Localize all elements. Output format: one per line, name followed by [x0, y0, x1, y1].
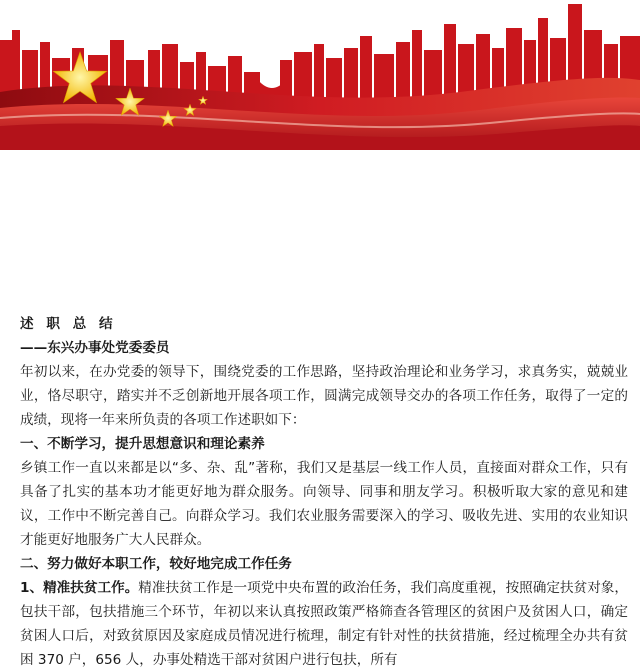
section1-heading: 一、不断学习，提升思想意识和理论素养 — [20, 436, 265, 452]
report-document — [20, 312, 628, 672]
document-title: 述 职 总 结 — [20, 316, 117, 332]
document-author: ——东兴办事处党委委员 — [20, 340, 170, 356]
section2-item1-paragraph — [20, 576, 628, 672]
section1-paragraph: 乡镇工作一直以来都是以“多、杂、乱”著称，我们又是基层一线工作人员，直接面对群众工作，只有具备了扎实的基本功才能更好地为群众服务。向领导、同事和朋友学习。积极听取大家的意见和建议，工作中不断完善自己。向群众学习。我们农业服务需要深入的学习、吸收先进、实用的农业知识才能更好地服务广大人民群众。 — [20, 460, 628, 548]
intro-paragraph: 年初以来，在办党委的领导下，围绕党委的工作思路，坚持政治理论和业务学习，求真务实，兢兢业业，恪尽职守，踏实并不乏创新地开展各项工作，圆满完成领导交办的各项工作任务，取得了一定的成绩，现将一年来所负责的各项工作述职如下： — [20, 364, 628, 428]
section2-item1-heading: 1、精准扶贫工作。 — [20, 580, 139, 596]
header-banner — [0, 0, 640, 150]
section2-heading: 二、努力做好本职工作，较好地完成工作任务 — [20, 556, 292, 572]
section2-item1-body: 精准扶贫工作是一项党中央布置的政治任务，我们高度重视，按照确定扶贫对象，包扶干部，包扶措施三个环节，年初以来认真按照政策严格筛查各管理区的贫困户及贫困人口，确定贫困人口后，对致贫原因及家庭成员情况进行梳理，制定有针对性的扶贫措施，经过梳理全办共有贫困 370 户，656 人，办事处精选干部对贫困户进行包扶，所有 — [20, 580, 628, 668]
